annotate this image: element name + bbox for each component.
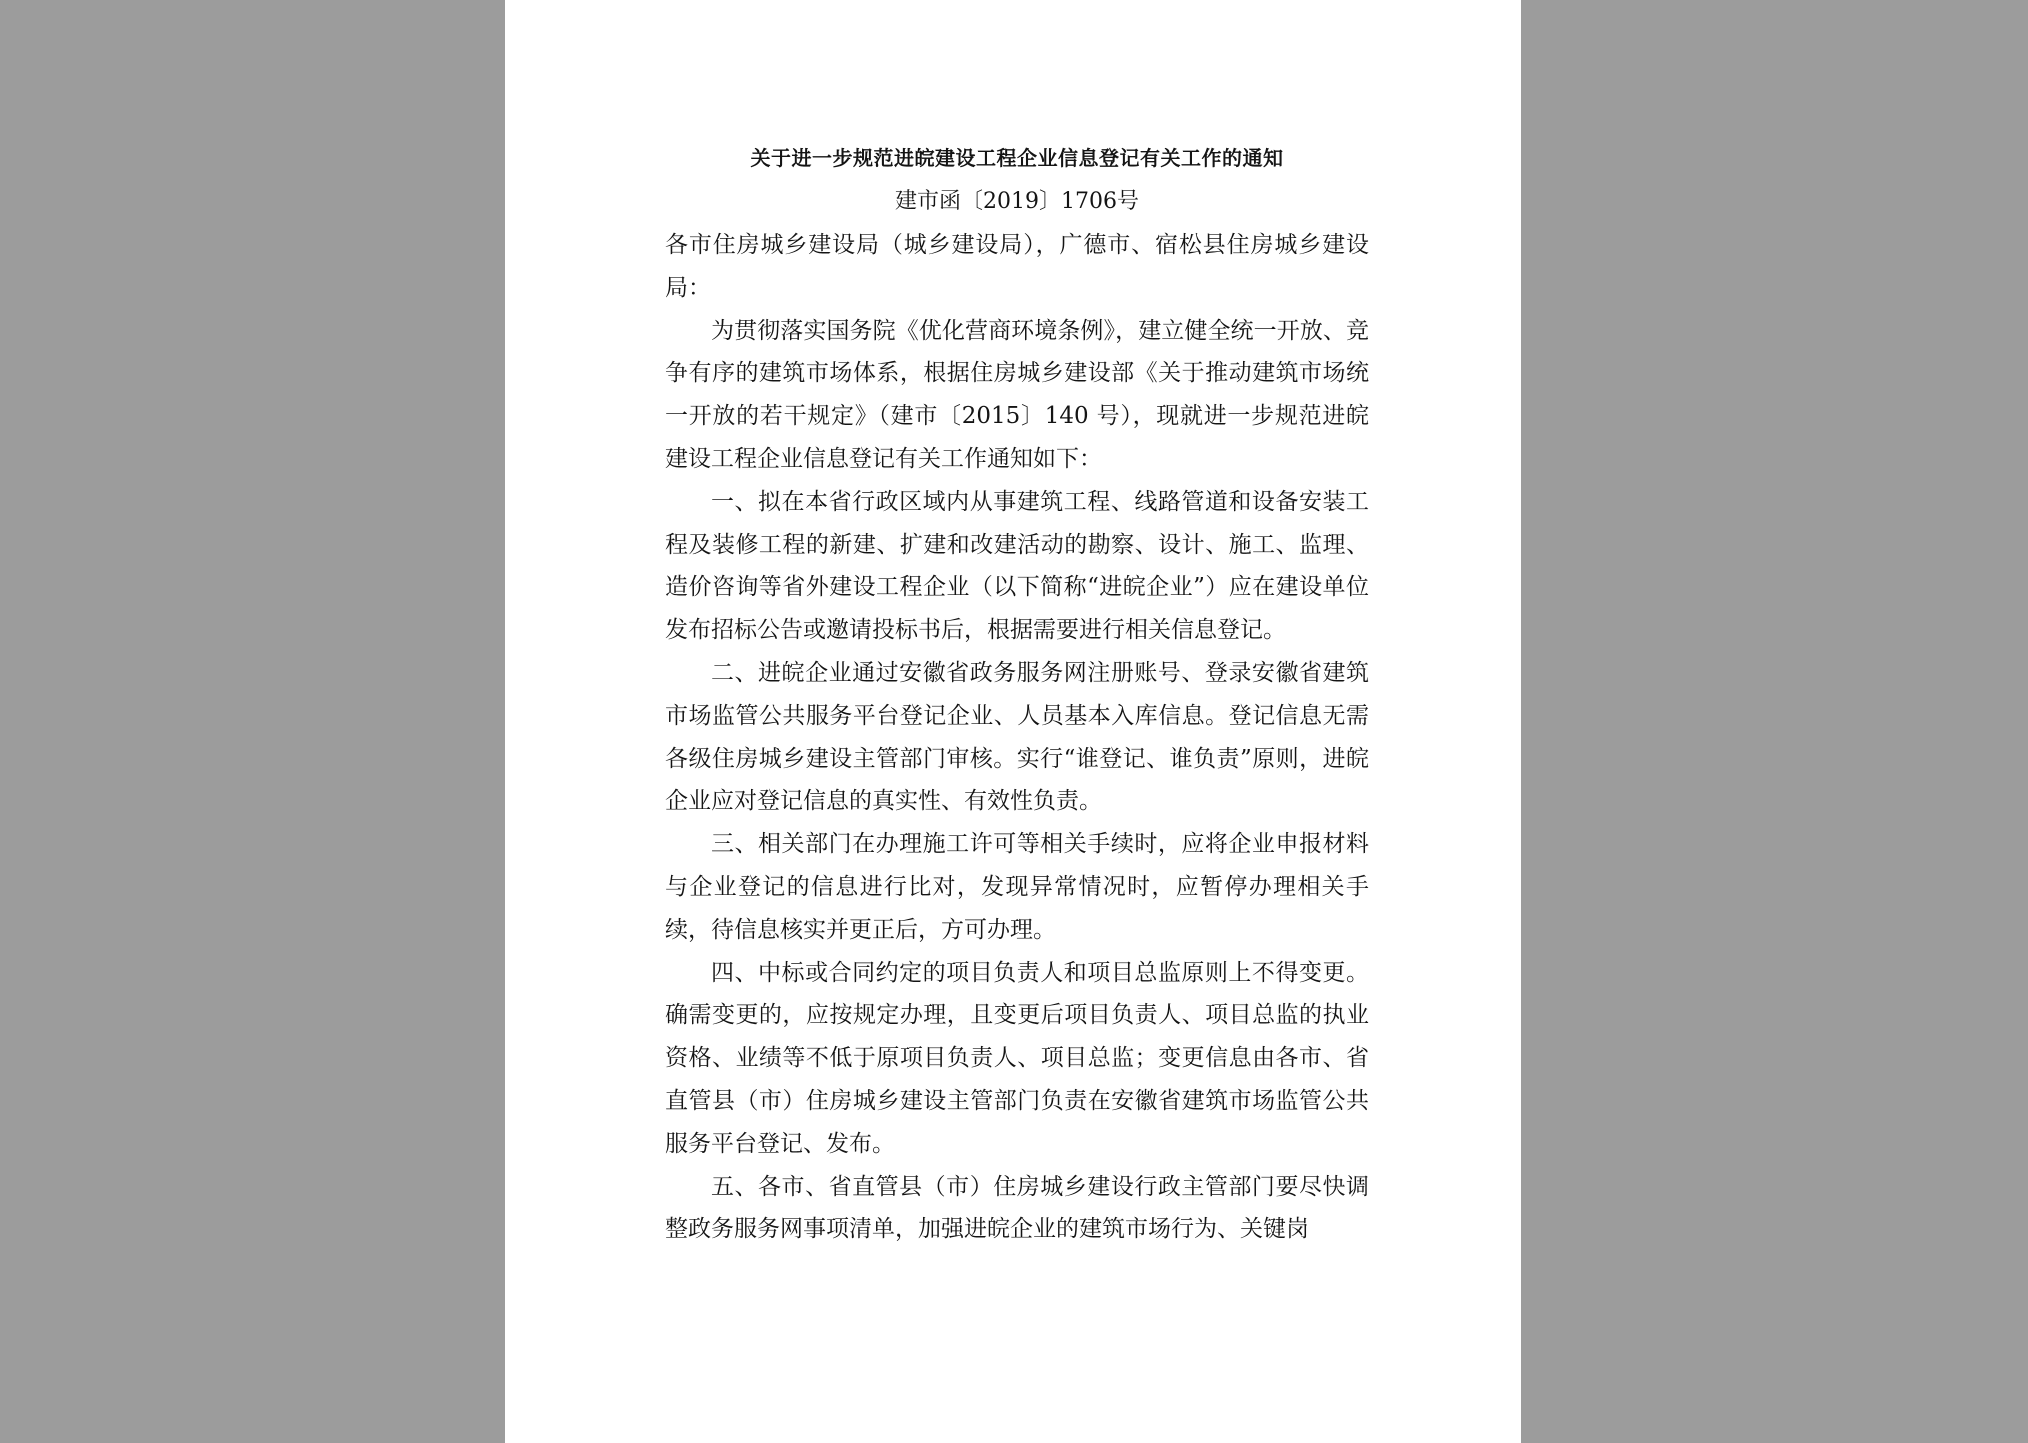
paragraph-item-3: 三、相关部门在办理施工许可等相关手续时，应将企业申报材料与企业登记的信息进行比对，发现异常情况时，应暂停办理相关手续，待信息核实并更正后，方可办理。 [665, 831, 1369, 943]
paragraph-intro: 为贯彻落实国务院《优化营商环境条例》，建立健全统一开放、竞争有序的建筑市场体系，根据住房城乡建设部《关于推动建筑市场统一开放的若干规定》（建市〔2015〕140 号），现就进一步规范进皖建设工程企业信息登记有关工作通知如下： [665, 317, 1369, 472]
document-title: 关于进一步规范进皖建设工程企业信息登记有关工作的通知 [750, 146, 1284, 170]
paragraph-item-2: 二、进皖企业通过安徽省政务服务网注册账号、登录安徽省建筑市场监管公共服务平台登记企业、人员基本入库信息。登记信息无需各级住房城乡建设主管部门审核。实行“谁登记、谁负责”原则，进皖企业应对登记信息的真实性、有效性负责。 [665, 659, 1369, 815]
document-body [665, 136, 1369, 1251]
document-page [505, 0, 1521, 1443]
document-number: 建市函〔2019〕1706号 [895, 189, 1139, 214]
paragraph-item-1: 一、拟在本省行政区域内从事建筑工程、线路管道和设备安装工程及装修工程的新建、扩建和改建活动的勘察、设计、施工、监理、造价咨询等省外建设工程企业（以下简称“进皖企业”）应在建设单位发布招标公告或邀请投标书后，根据需要进行相关信息登记。 [665, 488, 1369, 644]
paragraph-item-5: 五、各市、省直管县（市）住房城乡建设行政主管部门要尽快调整政务服务网事项清单，加强进皖企业的建筑市场行为、关键岗 [665, 1173, 1369, 1243]
paragraph-item-4: 四、中标或合同约定的项目负责人和项目总监原则上不得变更。确需变更的，应按规定办理，且变更后项目负责人、项目总监的执业资格、业绩等不低于原项目负责人、项目总监；变更信息由各市、省直管县（市）住房城乡建设主管部门负责在安徽省建筑市场监管公共服务平台登记、发布。 [665, 959, 1369, 1157]
addressee: 各市住房城乡建设局（城乡建设局），广德市、宿松县住房城乡建设局： [665, 232, 1369, 301]
